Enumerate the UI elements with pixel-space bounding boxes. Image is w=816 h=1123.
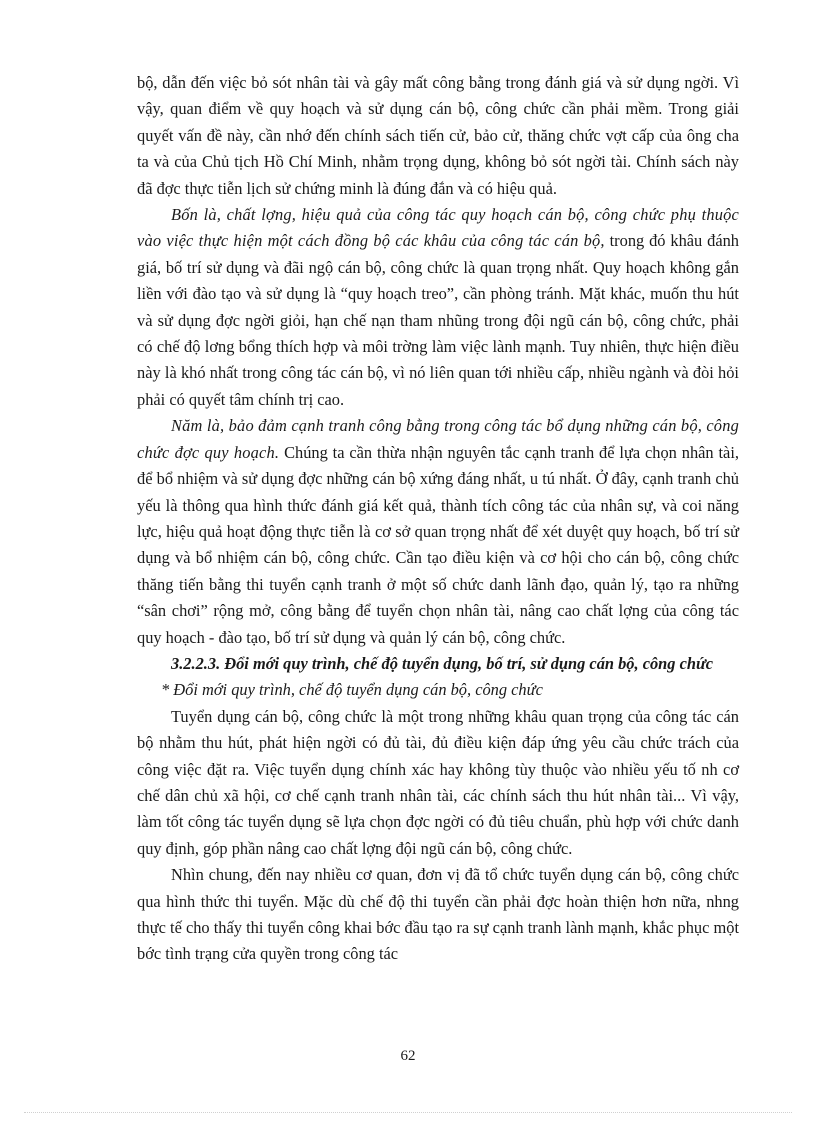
page-number: 62 <box>400 1048 416 1064</box>
footer-divider <box>24 1112 792 1113</box>
body-text <box>137 70 739 968</box>
paragraph-text: bộ, dẫn đến việc bỏ sót nhân tài và gây mất công bằng trong đánh giá và sử dụng ngời. Vì vậy, quan điểm về quy hoạch và sử dụng cán bộ, công chức cần phải mềm. Trong giải quyết vấn đề này, cần nhớ đến chính sách tiến cử, bảo cử, thăng chức vợt cấp của ông cha ta và của Chủ tịch Hồ Chí Minh, nhằm trọng dụng, không bỏ sót ngời tài. Chính sách này đã đợc thực tiễn lịch sử chứng minh là đúng đắn và có hiệu quả. <box>137 73 739 198</box>
paragraph-text: trong đó khâu đánh giá, bố trí sử dụng và đãi ngộ cán bộ, công chức là quan trọng nhất. Quy hoạch không gắn liền với đào tạo và sử dụng là “quy hoạch treo”, cần phòng tránh. Mặt khác, muốn thu hút và sử dụng đợc ngời giỏi, hạn chế nạn tham nhũng trong đội ngũ cán bộ, công chức, phải có chế độ lơng bổng thích hợp và môi trờng làm việc lành mạnh. Tuy nhiên, thực hiện điều này là khó nhất trong công tác cán bộ, vì nó liên quan tới nhiều cấp, nhiều ngành và đòi hỏi phải có quyết tâm chính trị cao. <box>137 231 739 409</box>
paragraph-nam-la <box>137 413 739 651</box>
paragraph-continuation <box>137 70 739 202</box>
paragraph-text: Chúng ta cần thừa nhận nguyên tắc cạnh tranh để lựa chọn nhân tài, để bổ nhiệm và sử dụng đợc những cán bộ xứng đáng nhất, u tú nhất. Ở đây, cạnh tranh chủ yếu là thông qua hình thức đánh giá kết quả, thành tích công tác của nhân sự, và coi năng lực, hiệu quả hoạt động thực tiễn là cơ sở quan trọng nhất để xét duyệt quy hoạch, bố trí sử dụng và bổ nhiệm cán bộ, công chức. Cần tạo điều kiện và cơ hội cho cán bộ, công chức thăng tiến bằng thi tuyển cạnh tranh ở một số chức danh lãnh đạo, quản lý, tạo ra những “sân chơi” rộng mở, công bằng để tuyển chọn nhân tài, nâng cao chất lợng của công tác quy hoạch - đào tạo, bố trí sử dụng và quản lý cán bộ, công chức. <box>137 442 739 647</box>
subsection-heading: * Đổi mới quy trình, chế độ tuyển dụng cán bộ, công chức <box>161 680 543 700</box>
paragraph-lead-italic: Bốn là, chất lợng, hiệu quả của công tác quy hoạch cán bộ, công chức phụ thuộc vào việc thực hiện một cách đồng bộ các khâu của công tác cán bộ, <box>137 205 739 251</box>
paragraph-lead-italic: Năm là, bảo đảm cạnh tranh công bằng trong công tác bổ dụng những cán bộ, công chức đợc quy hoạch. <box>137 416 739 462</box>
paragraph-bon-la <box>137 202 739 413</box>
paragraph-nhin-chung: Nhìn chung, đến nay nhiều cơ quan, đơn vị đã tổ chức tuyển dụng cán bộ, công chức qua hình thức thi tuyển. Mặc dù chế độ thi tuyển cần phải đợc hoàn thiện hơn nữa, nhng thực tế cho thấy thi tuyển công khai bớc đầu tạo ra sự cạnh tranh lành mạnh, khắc phục một bớc tình trạng cửa quyền trong công tác <box>137 865 739 964</box>
section-heading: 3.2.2.3. Đổi mới quy trình, chế độ tuyển dụng, bố trí, sử dụng cán bộ, công chức <box>171 653 714 673</box>
paragraph-tuyen-dung: Tuyển dụng cán bộ, công chức là một trong những khâu quan trọng của công tác cán bộ nhằm thu hút, phát hiện ngời có đủ tài, đủ điều kiện đáp ứng yêu cầu chức trách của công việc đặt ra. Việc tuyển dụng chính xác hay không tùy thuộc vào nhiều yếu tố nh cơ chế dân chủ xã hội, cơ chế cạnh tranh nhân tài, các chính sách thu hút nhân tài... Vì vậy, làm tốt công tác tuyển dụng sẽ lựa chọn đợc ngời có đủ tiêu chuẩn, phù hợp với chức danh quy định, góp phần nâng cao chất lợng đội ngũ cán bộ, công chức. <box>137 706 739 858</box>
